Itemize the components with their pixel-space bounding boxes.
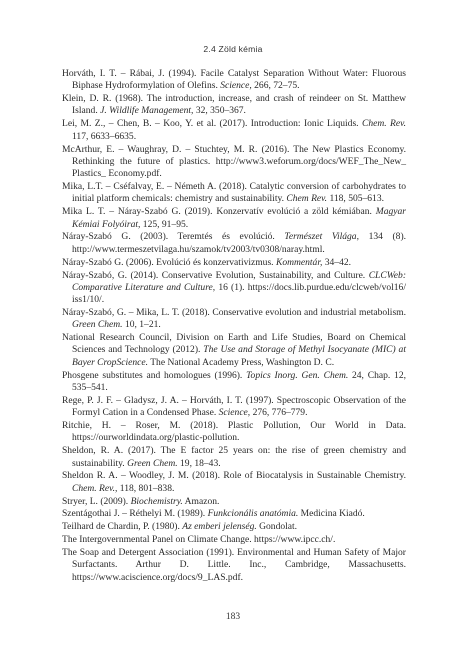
- reference-entry: [62, 534, 406, 546]
- reference-entry: [62, 547, 406, 584]
- reference-source-italic: Science,: [220, 80, 252, 92]
- reference-entry: [62, 181, 406, 206]
- reference-entry: [62, 93, 406, 118]
- reference-entry: [62, 144, 406, 181]
- reference-text: 276, 776–779.: [250, 407, 308, 419]
- reference-text: 32, 350–367.: [193, 105, 246, 117]
- reference-list: [62, 68, 406, 585]
- reference-text: McArthur, E. – Waughray, D. – Stuchtey, M. R. (2016). The New Plastics Economy. Rethinking the future of plastics. http://www3.weforum.org/docs/WEF_The_New_ Plastics_ Economy.pdf.: [62, 143, 406, 180]
- reference-text: 16 (1). https://docs.lib.purdue.edu/clcweb/vol16/ iss1/10/.: [72, 281, 406, 306]
- reference-source-italic: J. Wildlife Management,: [100, 105, 194, 117]
- reference-entry: [62, 118, 406, 143]
- reference-entry: [62, 257, 406, 269]
- reference-entry: [62, 420, 406, 445]
- reference-text: Klein, D. R. (1968). The introduction, increase, and crash of reindeer on St. Matthew Island.: [62, 93, 406, 117]
- reference-source-italic: Green Chem.: [127, 457, 178, 469]
- reference-text: Gondolat.: [256, 521, 298, 533]
- reference-text: The Soap and Detergent Association (1991). Environmental and Human Safety of Major Surfactants. Arthur D. Little. Inc., Cambridge, Massachusetts. https://www.aciscience.org/docs/9_LAS.pdf.: [62, 547, 406, 583]
- reference-text: 34–42.: [322, 256, 352, 268]
- reference-text: Amazon.: [182, 495, 220, 507]
- reference-text: 118, 505–613.: [327, 193, 384, 205]
- reference-text: Ritchie, H. – Roser, M. (2018). Plastic Pollution, Our World in Data. https://ourworldindata.org/plastic-pollution.: [62, 420, 406, 444]
- reference-entry: [62, 395, 406, 420]
- reference-source-italic: CLCWeb: Comparative Literature and Culture,: [72, 269, 406, 293]
- reference-text: 24, Chap. 12, 535–541.: [72, 369, 406, 393]
- reference-text: 10, 1–21.: [122, 319, 161, 331]
- reference-text: Mika L. T. – Náray-Szabó G. (2019). Konzervatív evolúció a zöld kémiában.: [62, 206, 376, 218]
- reference-text: Phosgene substitutes and homologues (1996).: [62, 369, 247, 381]
- reference-source-italic: Topics Inorg. Gen. Chem.: [246, 369, 349, 381]
- reference-entry: [62, 470, 406, 495]
- reference-entry: [62, 206, 406, 231]
- reference-text: Horváth, I. T. – Rábai, J. (1994). Facile Catalyst Separation Without Water: Fluorous Biphase Hydroformylation of Olefins.: [62, 68, 406, 92]
- reference-source-italic: Magyar Kémiai Folyóirat,: [72, 206, 406, 230]
- page-number: 183: [225, 612, 241, 622]
- running-head: 2.4 Zöld kémia: [203, 44, 263, 54]
- reference-text: The National Academy Press, Washington D. C.: [148, 356, 335, 368]
- reference-text: The Intergovernmental Panel on Climate Change. https://www.ipcc.ch/.: [62, 534, 336, 546]
- reference-text: Teilhard de Chardin, P. (1980).: [62, 521, 183, 533]
- reference-source-italic: Science,: [218, 407, 251, 419]
- reference-entry: [62, 521, 406, 533]
- reference-text: Náray-Szabó G. (2006). Evolúció és konzervativizmus.: [62, 256, 276, 268]
- reference-entry: [62, 496, 406, 508]
- reference-text: 134 (8). http://www.termeszetvilaga.hu/szamok/tv2003/tv0308/naray.html.: [72, 231, 407, 255]
- reference-text: Stryer, L. (2009).: [62, 495, 131, 507]
- reference-source-italic: Az emberi jelenség.: [182, 521, 257, 533]
- reference-entry: [62, 508, 406, 520]
- reference-text: 118, 801–838.: [117, 482, 175, 494]
- reference-entry: [62, 307, 406, 332]
- reference-source-italic: Chem Rev.: [286, 193, 328, 205]
- reference-source-italic: Green Chem.: [72, 319, 123, 331]
- reference-text: 266, 72–75.: [251, 80, 300, 92]
- reference-source-italic: Természet Világa,: [284, 231, 359, 243]
- reference-text: Szentágothai J. – Réthelyi M. (1989).: [62, 508, 208, 520]
- reference-text: Sheldon, R. A. (2017). The E factor 25 years on: the rise of green chemistry and sustainability.: [62, 445, 406, 469]
- reference-text: 117, 6633–6635.: [72, 130, 137, 142]
- reference-entry: [62, 370, 406, 395]
- reference-source-italic: Kommentár,: [275, 256, 323, 268]
- reference-text: Náray-Szabó, G. (2014). Conservative Evolution, Sustainability, and Culture.: [62, 269, 369, 281]
- reference-text: Náray-Szabó G. (2003). Teremtés és evolúció.: [62, 231, 285, 243]
- reference-text: Náray-Szabó, G. – Mika, L. T. (2018). Conservative evolution and industrial metabolism.: [62, 306, 406, 318]
- reference-text: National Research Council, Division on Earth and Life Studies, Board on Chemical Sciences and Technology (2012).: [62, 332, 406, 356]
- reference-text: Medicina Kiadó.: [298, 508, 365, 520]
- reference-entry: [62, 332, 406, 369]
- reference-text: Rege, P. J. F. – Gladysz, J. A. – Horváth, I. T. (1997). Spectroscopic Observation of the Formyl Cation in a Condensed Phase.: [62, 394, 406, 419]
- reference-source-italic: Chem. Rev.,: [72, 482, 118, 494]
- reference-text: Lei, M. Z., – Chen, B. – Koo, Y. et al. (2017). Introduction: Ionic Liquids.: [62, 118, 362, 130]
- reference-source-italic: Chem. Rev.: [361, 118, 407, 130]
- reference-text: 125, 91–95.: [140, 218, 189, 230]
- reference-entry: [62, 231, 406, 256]
- reference-source-italic: The Use and Storage of Methyl Isocyanate (MIC) at Bayer CropScience.: [72, 344, 406, 368]
- reference-text: Sheldon R. A. – Woodley, J. M. (2018). Role of Biocatalysis in Sustainable Chemistry.: [62, 470, 406, 482]
- reference-text: Mika, L.T. – Cséfalvay, E. – Németh A. (2018). Catalytic conversion of carbohydrates to initial platform chemicals: chemistry and sustainability.: [62, 181, 406, 205]
- reference-source-italic: Funkcionális anatómia.: [207, 508, 299, 520]
- reference-entry: [62, 68, 406, 93]
- reference-source-italic: Biochemistry.: [130, 495, 183, 507]
- reference-text: 19, 18–43.: [177, 457, 221, 469]
- reference-entry: [62, 445, 406, 470]
- reference-entry: [62, 270, 406, 307]
